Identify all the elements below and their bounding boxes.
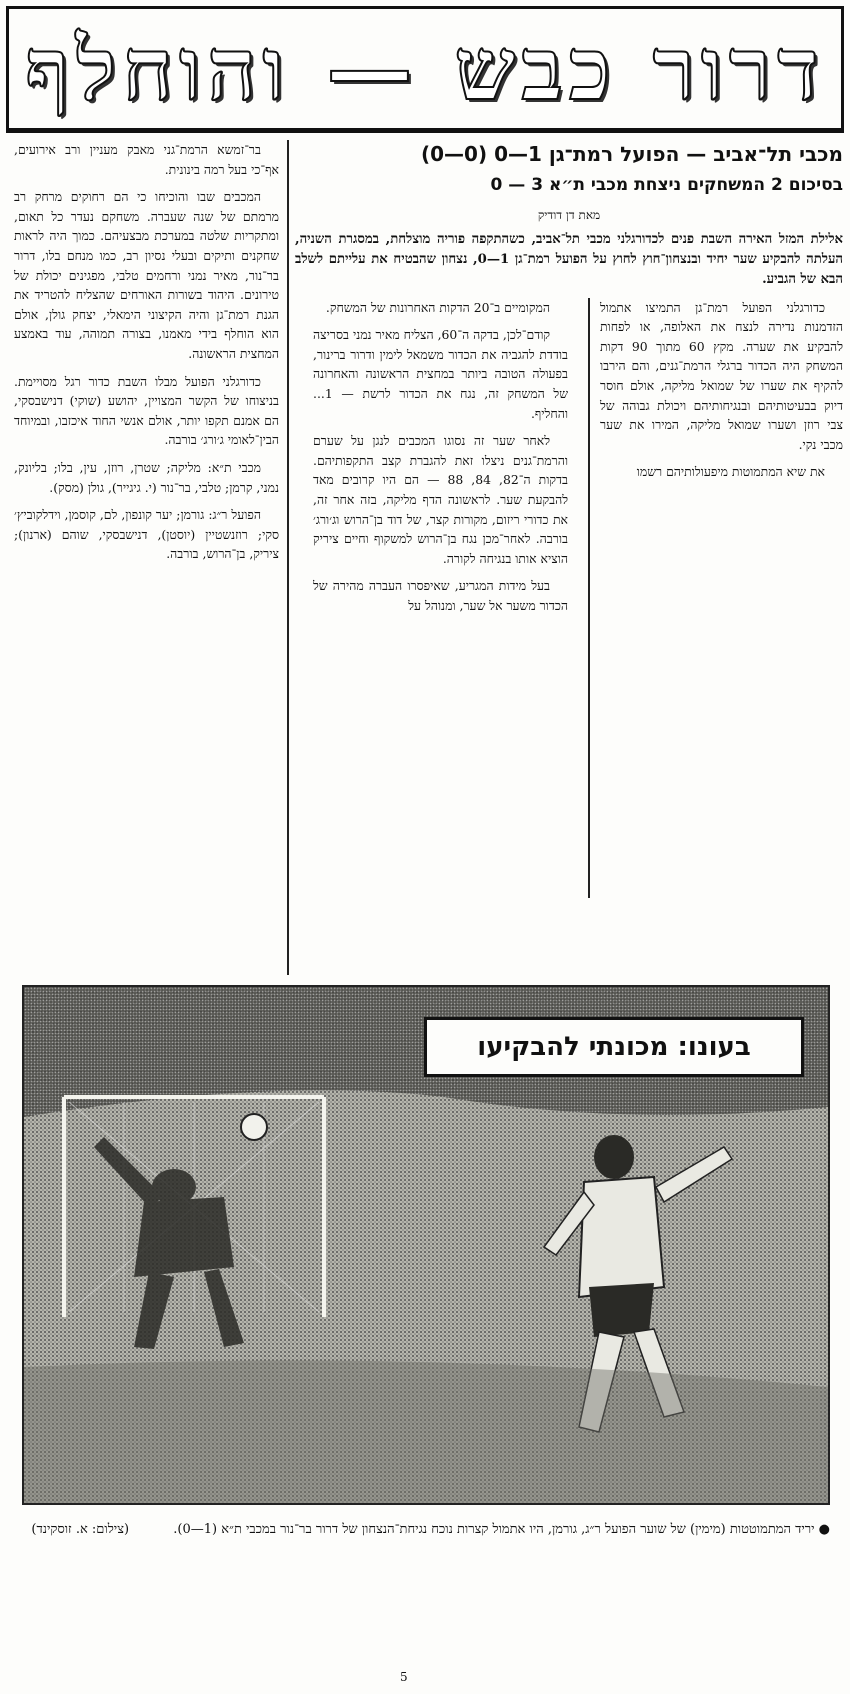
main-article: [295, 140, 843, 975]
paragraph: כדורגלני הפועל רמת־גן התמיצו אתמול הזדמנות נדירה לנצח את האלופה, או לפחות להבקיע את שערה. מקץ 60 מתוך 90 דקות המשחק היה הכדור ברגלי הרמת־גנים, והם הירבו להקיף את שערו של שמואל מליקה, אולם חוסר דיוק בבעיטותיהם ובנגיחותיהם ויכולת גבוהה של צבי רוזן ושערו שמואל מליקה, המירו את שער מכבי נקי.: [600, 299, 843, 452]
paragraph: המקומיים ב־20 הדקות האחרונות של המשחק.: [325, 299, 550, 315]
article-headline: מכבי תל־אביב — הפועל רמת־גן 1—0 (0—0): [420, 142, 843, 166]
lineup-hapoel: הפועל ר״ג: גורמן; יער קונפון, לם, קוסמן, וידלקוביץ׳ סקי; רוזנשטיין (יוסטן), דנישבסקי, שוהם (ארנון); ציריק, בן־הרוש, בורבה.: [14, 507, 279, 562]
paragraph: כדורגלני הפועל מבלו השבת כדור רגל מסויימת. בניצוחו של הקשר המצויין, יהושע (שוקי) דנישבסקי, הם אמנם תקפו יותר, אולם אנשי החוד איכזבו, ובמיוחד הבין־לאומי ג׳ורג׳ בורבה.: [14, 373, 279, 448]
match-photo: [22, 985, 830, 1505]
page-number: 5: [400, 1670, 408, 1684]
masthead: [6, 6, 844, 131]
caption-text: ● יריד המתמוטטות (מימין) של שוער הפועל ר״ג, גורמן, היו אתמול קצרות נוכח נגיחת־הנצחון של דרור בר־נור במכבי ת״א (1—0).: [173, 1522, 830, 1537]
article-body: [295, 298, 843, 898]
lineup-maccabi: מכבי ת״א: מליקה; שטרן, רוזן, עין, בלו; בליונק, נמני, קרמן; טלבי, בר־נור (י. גיגייר), גולן (מסק).: [14, 459, 279, 495]
article-column-a: [588, 298, 843, 898]
paragraph: בר־זמשא הרמת־גני מאבק מעניין ורב אירועים, אף־כי בעל רמה בינונית.: [14, 142, 279, 177]
article-byline: מאת דן דודיק: [537, 208, 601, 222]
paragraph: בעל מידות המגריע, שאיפסרו העברה מהירה של הכדור משער אל שער, ומנוהל על: [313, 578, 568, 613]
continuation-column: [14, 140, 289, 975]
paragraph: קודם־לכן, בדקה ה־60, הצליח מאיר נמני בסריצה בודדת להגביה את הכדור משמאל לימין ודרור ברינור, בפעולה הטובה ביותר במחצית הראשונה והאחרונה של המשחק זה, נגח את הכדור לרשת — 1... והחליף.: [313, 327, 568, 421]
article-column-b: [313, 298, 568, 898]
photo-caption: [20, 1520, 830, 1540]
paragraph: את שיא המתמוטות מיפעולותיהם רשמו: [636, 464, 825, 480]
photo-banner: בעונו: מכונתי להבקיעו: [424, 1017, 804, 1077]
masthead-title: דרור כבש — והוחלף: [25, 19, 825, 120]
photo-credit: (צילום: א. זוסקינד): [31, 1522, 130, 1537]
ball: [241, 1114, 267, 1140]
article-lead: אלילת המזל האירה השבת פנים לכדורגלני מכבי תל־אביב, כשהתקפה פוריה מוצלחת, במסגרת השניה, העלתה להבקיע שער יחיד ובנצחון־חוץ לחוץ על הפועל רמת־גן 1—0, נצחון שהבטיח את עלייתם לשלב הבא של הגביע.: [295, 231, 843, 287]
paragraph: לאחר שער זה נסוגו המכבים לנגן על שערם והרמת־גנים ניצלו זאת להגברת קצב התקפותיהם. בדקות ה־82, 84, 88 — הם היו קרובים מאד להבקעת שער. לראשונה הדף מליקה, בזה אחר זה, את כדורי ריזום, מקורות קצר, של דוד בן־הרוש וג׳ורג׳ בורבה. לאחר־מכן נגח בן־הרוש למשקוף וחיים ציריק הוציא אותו בנגיחה לקורה.: [313, 433, 568, 566]
masthead-rule: [6, 131, 844, 133]
article-subheadline: בסיכום 2 המשחקים ניצחת מכבי ת״א 3 — 0: [490, 175, 843, 195]
paragraph: המכבים שבו והוכיחו כי הם רחוקים מרחק רב מרמתם של שנה שעברה. משחקם נעדר כל תאום, ומתקריות שלטה במערכת מבצעיהם. כמוך היה לראות שחקנים ותיקים ובעלי נסיון רב, כמו מנחם בלו, דרור בר־נור, מאיר נמני ורחמים טלבי, מפגינים יכולת של טירונים. היהוד בשורות האורחים שהצליח להטריד את הגנת רמת־גן והיה הקיצוני הימאלי, יצחק גולן, אולם הוא הוחלף בידי מאמנו, בצורה תמוהה, עוד באמצע המחצית הראשונה.: [14, 189, 279, 361]
